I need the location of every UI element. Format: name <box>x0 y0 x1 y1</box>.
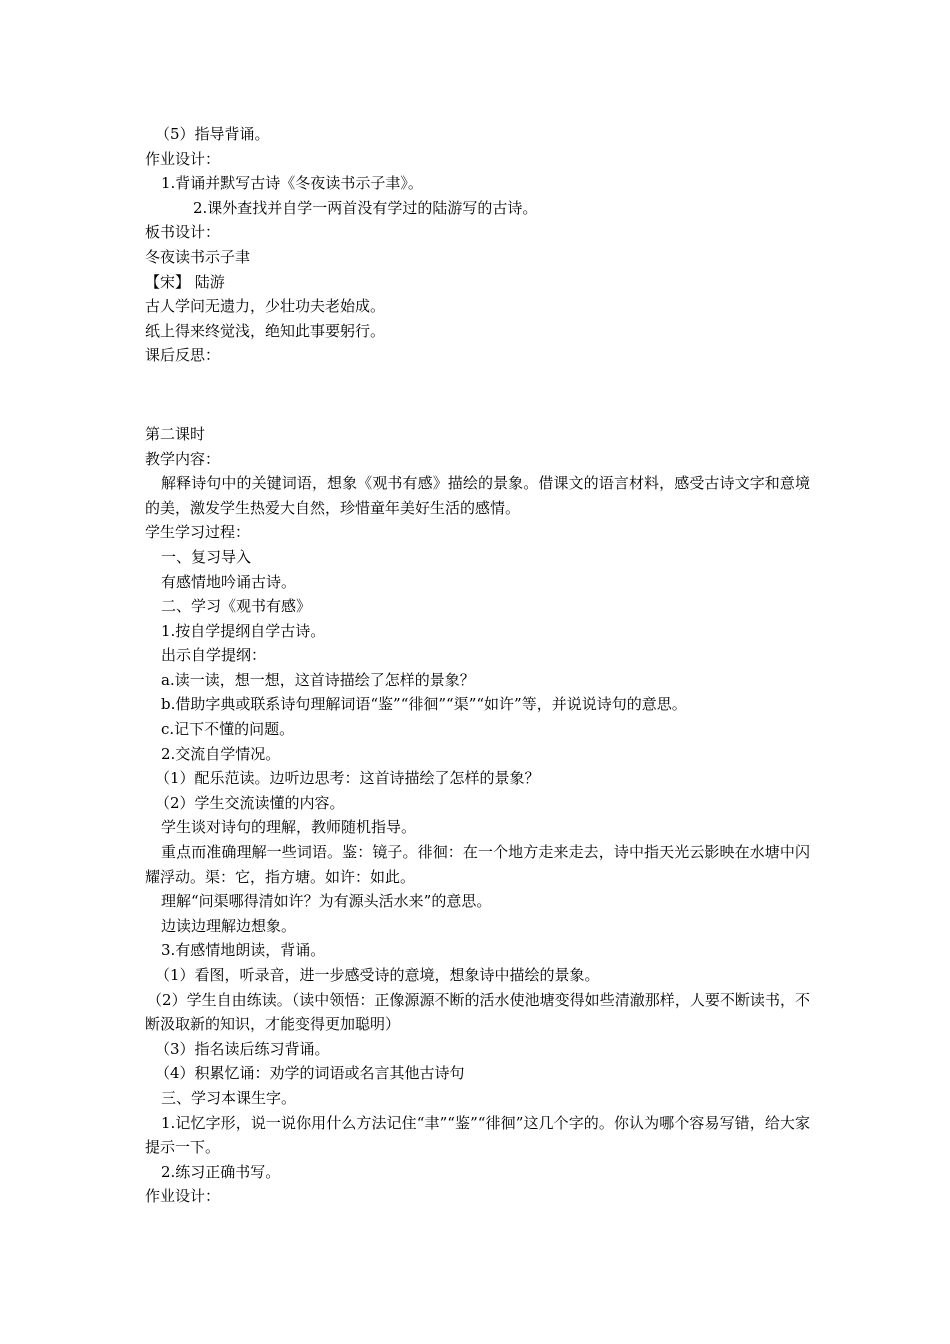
part-1-title: 一、复习导入 <box>161 547 252 566</box>
part-3-title: 三、学习本课生字。 <box>161 1088 297 1107</box>
part-2-step-2: 2.交流自学情况。 <box>161 744 281 763</box>
part-3-step-2: 2.练习正确书写。 <box>161 1162 281 1181</box>
section-gap <box>145 368 810 422</box>
content-text: 解释诗句中的关键词语，想象《观书有感》描绘的景象。借课文的语言材料，感受古诗文字和意境的美，激发学生热爱大自然，珍惜童年美好生活的感情。 <box>145 474 810 517</box>
step-3-item-1: （1）看图，听录音，进一步感受诗的意境，想象诗中描绘的景象。 <box>155 966 600 984</box>
homework-heading-2: 作业设计： <box>145 1187 221 1206</box>
outline-item-b: b.借助字典或联系诗句理解词语“鉴”“徘徊”“渠”“如许”等，并说说诗句的意思。 <box>161 695 687 714</box>
reflection-heading: 课后反思： <box>145 346 221 365</box>
outline-item-c: c.记下不懂的问题。 <box>161 720 295 739</box>
part-2-outline: 出示自学提纲： <box>161 646 267 665</box>
homework-item-1: 1.背诵并默写古诗《冬夜读书示子聿》。 <box>161 174 423 193</box>
process-heading: 学生学习过程： <box>145 523 251 542</box>
poem-author: 【宋】 陆游 <box>145 272 225 291</box>
step-2-meaning: 理解“问渠哪得清如许？为有源头活水来”的意思。 <box>161 892 492 911</box>
outline-item-a: a.读一读，想一想，这首诗描绘了怎样的景象？ <box>161 670 475 689</box>
part-1-text: 有感情地吟诵古诗。 <box>161 572 297 591</box>
part-2-step-3: 3.有感情地朗读，背诵。 <box>161 941 326 960</box>
lesson-title: 第二课时 <box>145 424 206 443</box>
poem-line-2: 纸上得来终觉浅，绝知此事要躬行。 <box>145 321 386 340</box>
homework-item-2: 2.课外查找并自学一两首没有学过的陆游写的古诗。 <box>193 198 538 217</box>
step-2-words: 重点而准确理解一些词语。鉴：镜子。徘徊：在一个地方走来走去，诗中指天光云影映在水塘中闪耀浮动。渠：它，指方塘。如许：如此。 <box>145 843 810 886</box>
step-2-item-1: （1）配乐范读。边听边思考：这首诗描绘了怎样的景象？ <box>155 769 540 788</box>
homework-heading: 作业设计： <box>145 149 221 168</box>
content-heading: 教学内容： <box>145 449 221 468</box>
poem-title: 冬夜读书示子聿 <box>145 247 251 266</box>
poem-line-1: 古人学问无遗力，少壮功夫老始成。 <box>145 297 386 316</box>
step-2-talk: 学生谈对诗句的理解，教师随机指导。 <box>161 818 417 837</box>
step-5-recite: （5）指导背诵。 <box>155 125 270 143</box>
step-3-item-3: （3）指名读后练习背诵。 <box>155 1039 330 1058</box>
step-2-item-2: （2）学生交流读懂的内容。 <box>155 793 345 812</box>
document-page <box>145 122 810 1209</box>
board-design-heading: 板书设计： <box>145 223 221 242</box>
step-2-imagine: 边读边理解边想象。 <box>161 916 297 935</box>
step-3-item-2: （2）学生自由练读。（读中领悟：正像源源不断的活水使池塘变得如些清澈那样，人要不断读书，不断汲取新的知识，才能变得更加聪明） <box>145 990 810 1034</box>
part-3-step-1: 1.记忆字形，说一说你用什么方法记住“聿”“鉴”“徘徊”这几个字的。你认为哪个容易写错，给大家提示一下。 <box>145 1113 810 1157</box>
part-2-title: 二、学习《观书有感》 <box>161 597 312 616</box>
part-2-step-1: 1.按自学提纲自学古诗。 <box>161 621 326 640</box>
step-3-item-4: （4）积累忆诵：劝学的词语或名言其他古诗句 <box>155 1064 465 1083</box>
